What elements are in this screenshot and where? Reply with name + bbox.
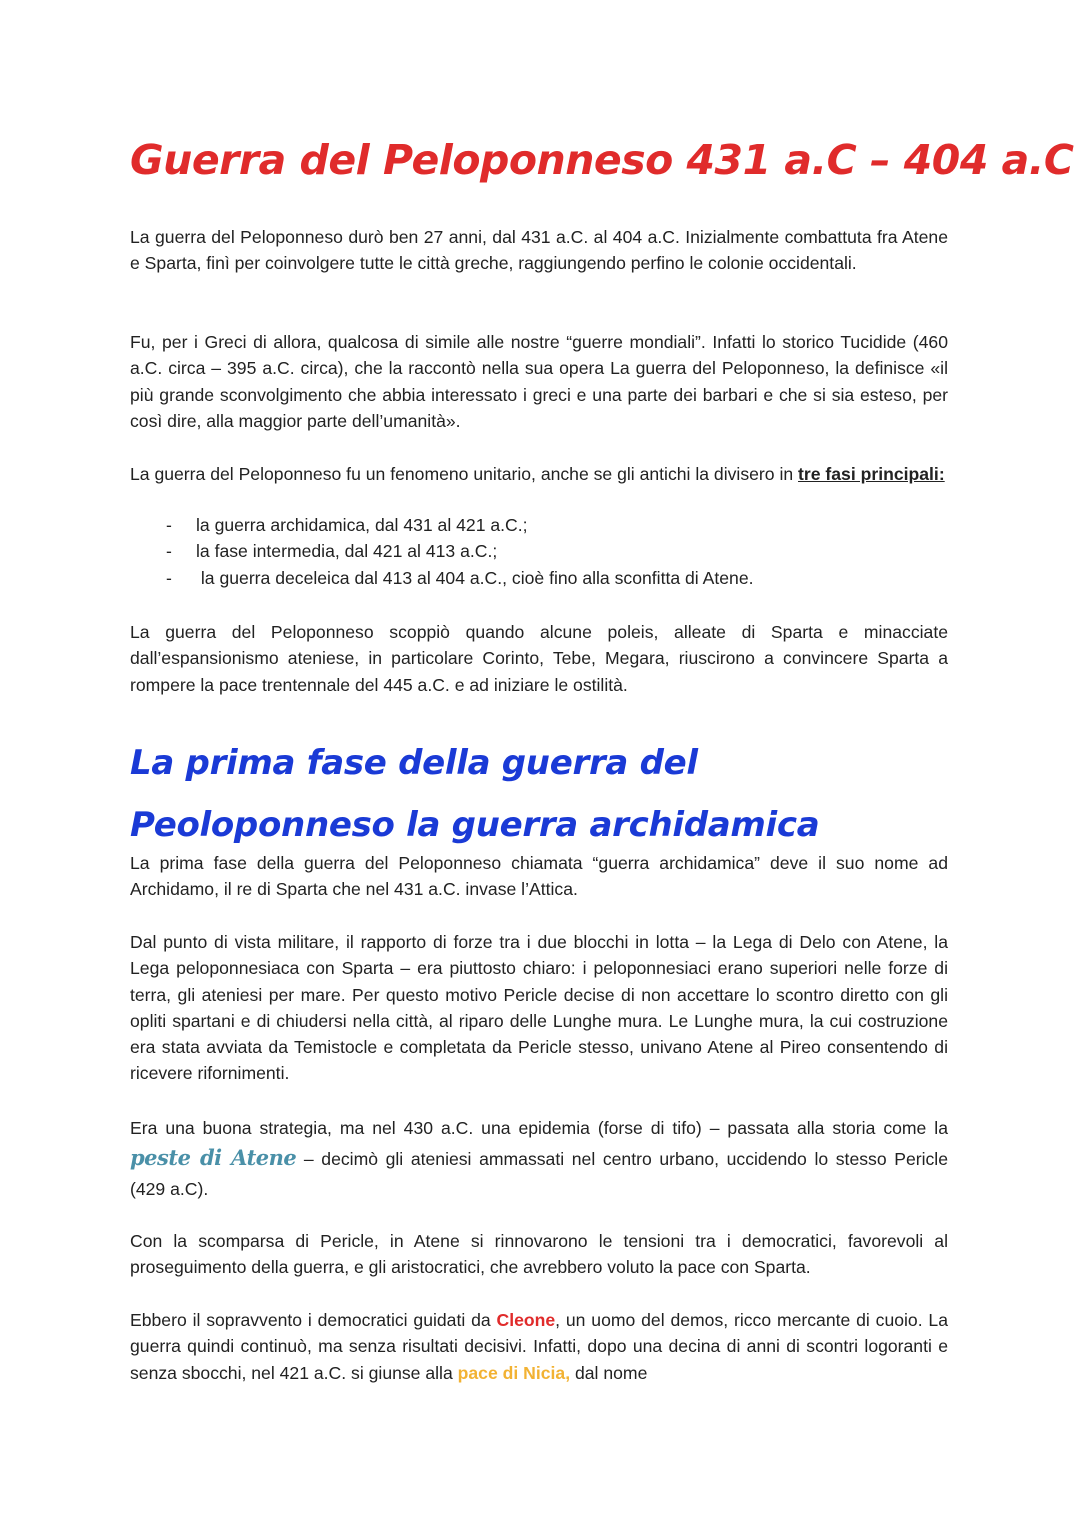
nicia-highlight: pace di Nicia, [457,1362,571,1383]
paragraph-cleone-text-before: Ebbero il sopravvento i democratici guidati da [130,1310,497,1330]
paragraph-plague-text-after: – decimò gli ateniesi ammassati nel centro urbano, uccidendo lo stesso Pericle (429 a.C). [130,1149,948,1199]
list-item-text: la guerra deceleica dal 413 al 404 a.C., cioè fino alla sconfitta di Atene. [196,567,754,588]
paragraph-phases [130,461,948,487]
list-dash: - [166,567,172,588]
paragraph-cleone [130,1307,948,1386]
section-subtitle: La prima fase della guerra del Peoloponneso la guerra archidamica [130,743,820,845]
paragraph-plague-text-before: Era una buona strategia, ma nel 430 a.C. una epidemia (forse di tifo) – passata alla storia come la [130,1118,948,1138]
list-item [130,538,754,564]
paragraph-archidamo: La prima fase della guerra del Peloponneso chiamata “guerra archidamica” deve il suo nome ad Archidamo, il re di Sparta che nel 431 a.C. invase l’Attica. [130,853,948,900]
phases-list [130,512,754,591]
paragraph-phases-text: La guerra del Peloponneso fu un fenomeno unitario, anche se gli antichi la divisero in [130,464,799,484]
paragraph-outbreak: La guerra del Peloponneso scoppiò quando alcune poleis, alleate di Sparta e minacciate dall’espansionismo ateniese, in particolare Corinto, Tebe, Megara, riuscirono a convincere Sparta a rompere la pace trentennale del 445 a.C. e ad iniziare le ostilità. [130,622,948,695]
paragraph-plague [130,1113,948,1204]
list-dash: - [166,541,172,562]
paragraph-tensions: Con la scomparsa di Pericle, in Atene si rinnovarono le tensioni tra i democratici, favorevoli al proseguimento della guerra, e gli aristocratici, che avrebbero voluto la pace con Sparta. [130,1231,948,1278]
list-dash: - [166,515,172,535]
phases-highlight: tre fasi principali: [798,464,945,484]
list-item [130,512,754,538]
cleone-highlight: Cleone [496,1310,556,1330]
paragraph-cleone-text-middle: , un uomo del demos, ricco mercante di cuoio. La guerra quindi continuò, ma senza risultati decisivi. Infatti, dopo una decina di anni di scontri logoranti e senza sbocchi, nel 421 a.C. si giunse alla [130,1310,948,1383]
paragraph-military: Dal punto di vista militare, il rapporto di forze tra i due blocchi in lotta – la Lega di Delo con Atene, la Lega peloponnesiaca con Sparta – era piuttosto chiaro: i peloponnesiaci erano superiori nelle forze di terra, gli ateniesi per mare. Per questo motivo Pericle decise di non accettare lo scontro diretto con gli opliti spartani e di chiudersi nella città, al riparo delle Lunghe mura. Le Lunghe mura, la cui costruzione era stata avviata da Temistocle e completata da Pericle stesso, univano Atene al Pireo consentendo di ricevere rifornimenti. [130,932,948,1084]
list-item [130,565,754,591]
plague-highlight: peste di Atene [130,1145,297,1170]
list-item-text: la fase intermedia, dal 421 al 413 a.C.; [196,541,498,562]
paragraph-tucidide: Fu, per i Greci di allora, qualcosa di simile alle nostre “guerre mondiali”. Infatti lo storico Tucidide (460 a.C. circa – 395 a.C. circa), che la raccontò nella sua opera La guerra del Peloponneso, la definisce «il più grande sconvolgimento che abbia interessato i greci e una parte dei barbari e che si sia esteso, per così dire, alla maggior parte dell’umanità». [130,332,948,431]
paragraph-intro: La guerra del Peloponneso durò ben 27 anni, dal 431 a.C. al 404 a.C. Inizialmente combattuta fra Atene e Sparta, finì per coinvolgere tutte le città greche, raggiungendo perfino le colonie occidentali. [130,227,948,274]
document-title: Guerra del Peloponneso 431 a.C – 404 a.C [130,136,1074,184]
list-item-text: la guerra archidamica, dal 431 al 421 a.C.; [196,515,528,535]
paragraph-cleone-text-after: dal nome [570,1362,648,1383]
